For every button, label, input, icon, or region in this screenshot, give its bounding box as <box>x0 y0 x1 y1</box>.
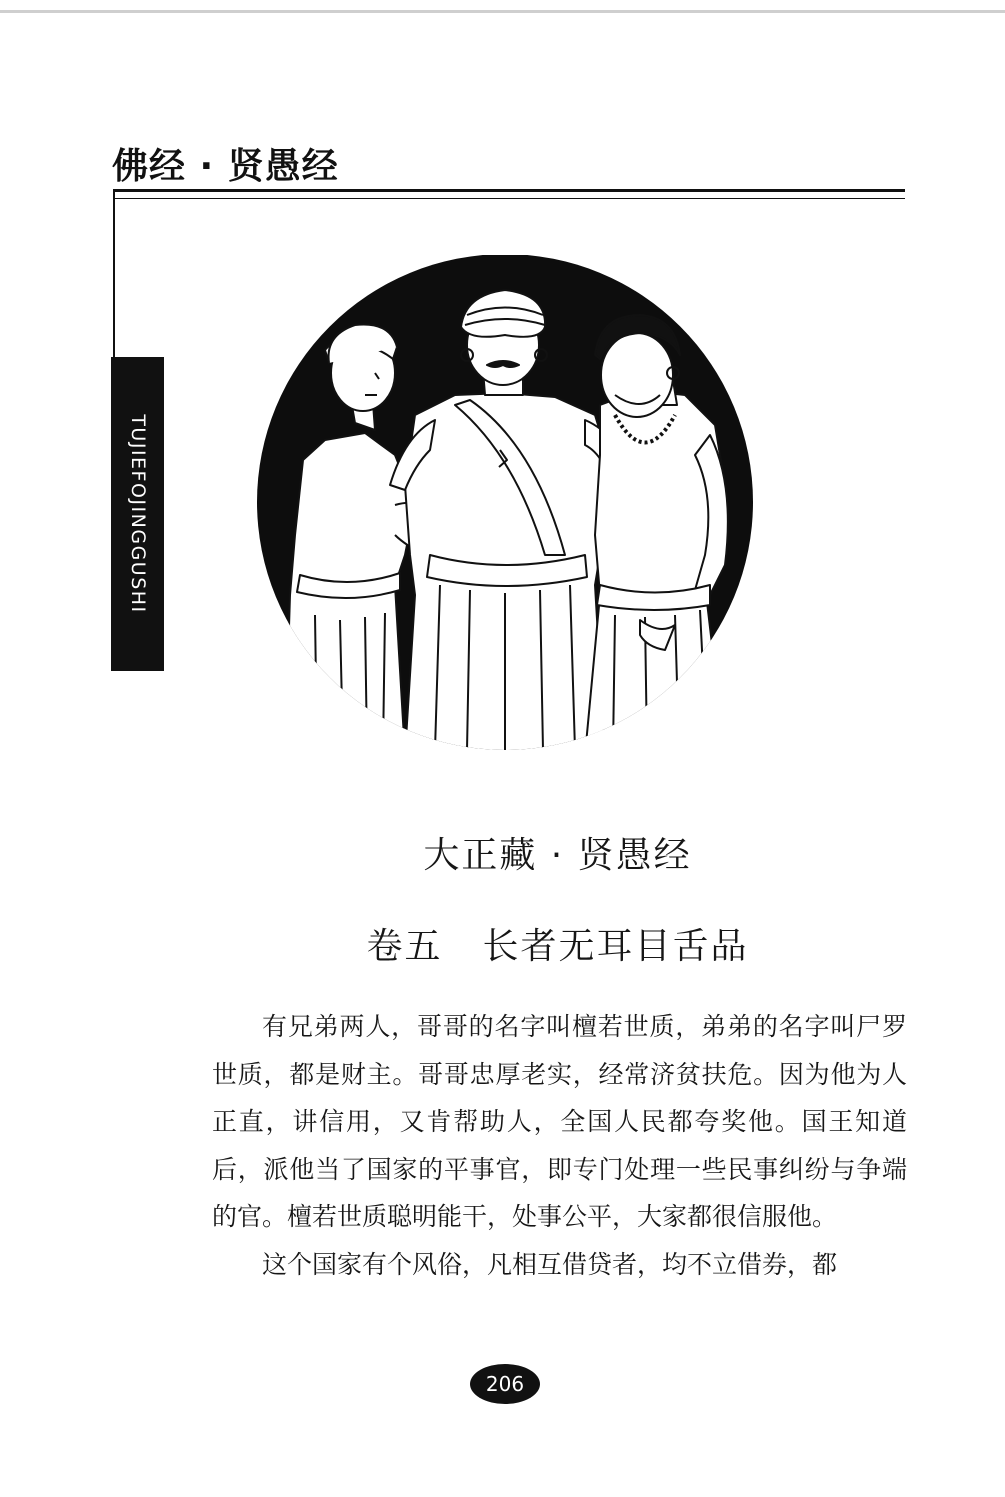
body-text <box>212 1003 907 1288</box>
source-heading: 大正藏 · 贤愚经 <box>423 835 692 876</box>
side-tab-label: TUJIEFOJINGGUSHI <box>126 414 149 614</box>
scan-edge <box>0 10 1005 13</box>
header-rule-thick <box>113 189 905 192</box>
header-rule-thin <box>113 198 905 199</box>
paragraph: 这个国家有个风俗，凡相互借贷者，均不立借券，都 <box>262 1249 838 1279</box>
side-tab <box>111 357 164 671</box>
chapter-title: 长者无耳目舌品 <box>482 926 749 967</box>
page-number-badge: 206 <box>470 1364 540 1404</box>
paragraph: 有兄弟两人，哥哥的名字叫檀若世质，弟弟的名字叫尸罗世质，都是财主。哥哥忠厚老实，经常济贫扶危。因为他为人正直，讲信用，又肯帮助人，全国人民都夸奖他。国王知道后，派他当了国家的平事官，即专门处理一些民事纠纷与争端的官。檀若世质聪明能干，处事公平，大家都很信服他。 <box>212 1012 907 1231</box>
chapter-volume: 卷五 <box>366 926 443 967</box>
chapter-heading <box>0 918 1005 969</box>
running-title: 佛经 · 贤愚经 <box>112 146 339 187</box>
three-men-illustration-icon <box>255 255 755 750</box>
header-rule-vertical <box>113 189 115 357</box>
